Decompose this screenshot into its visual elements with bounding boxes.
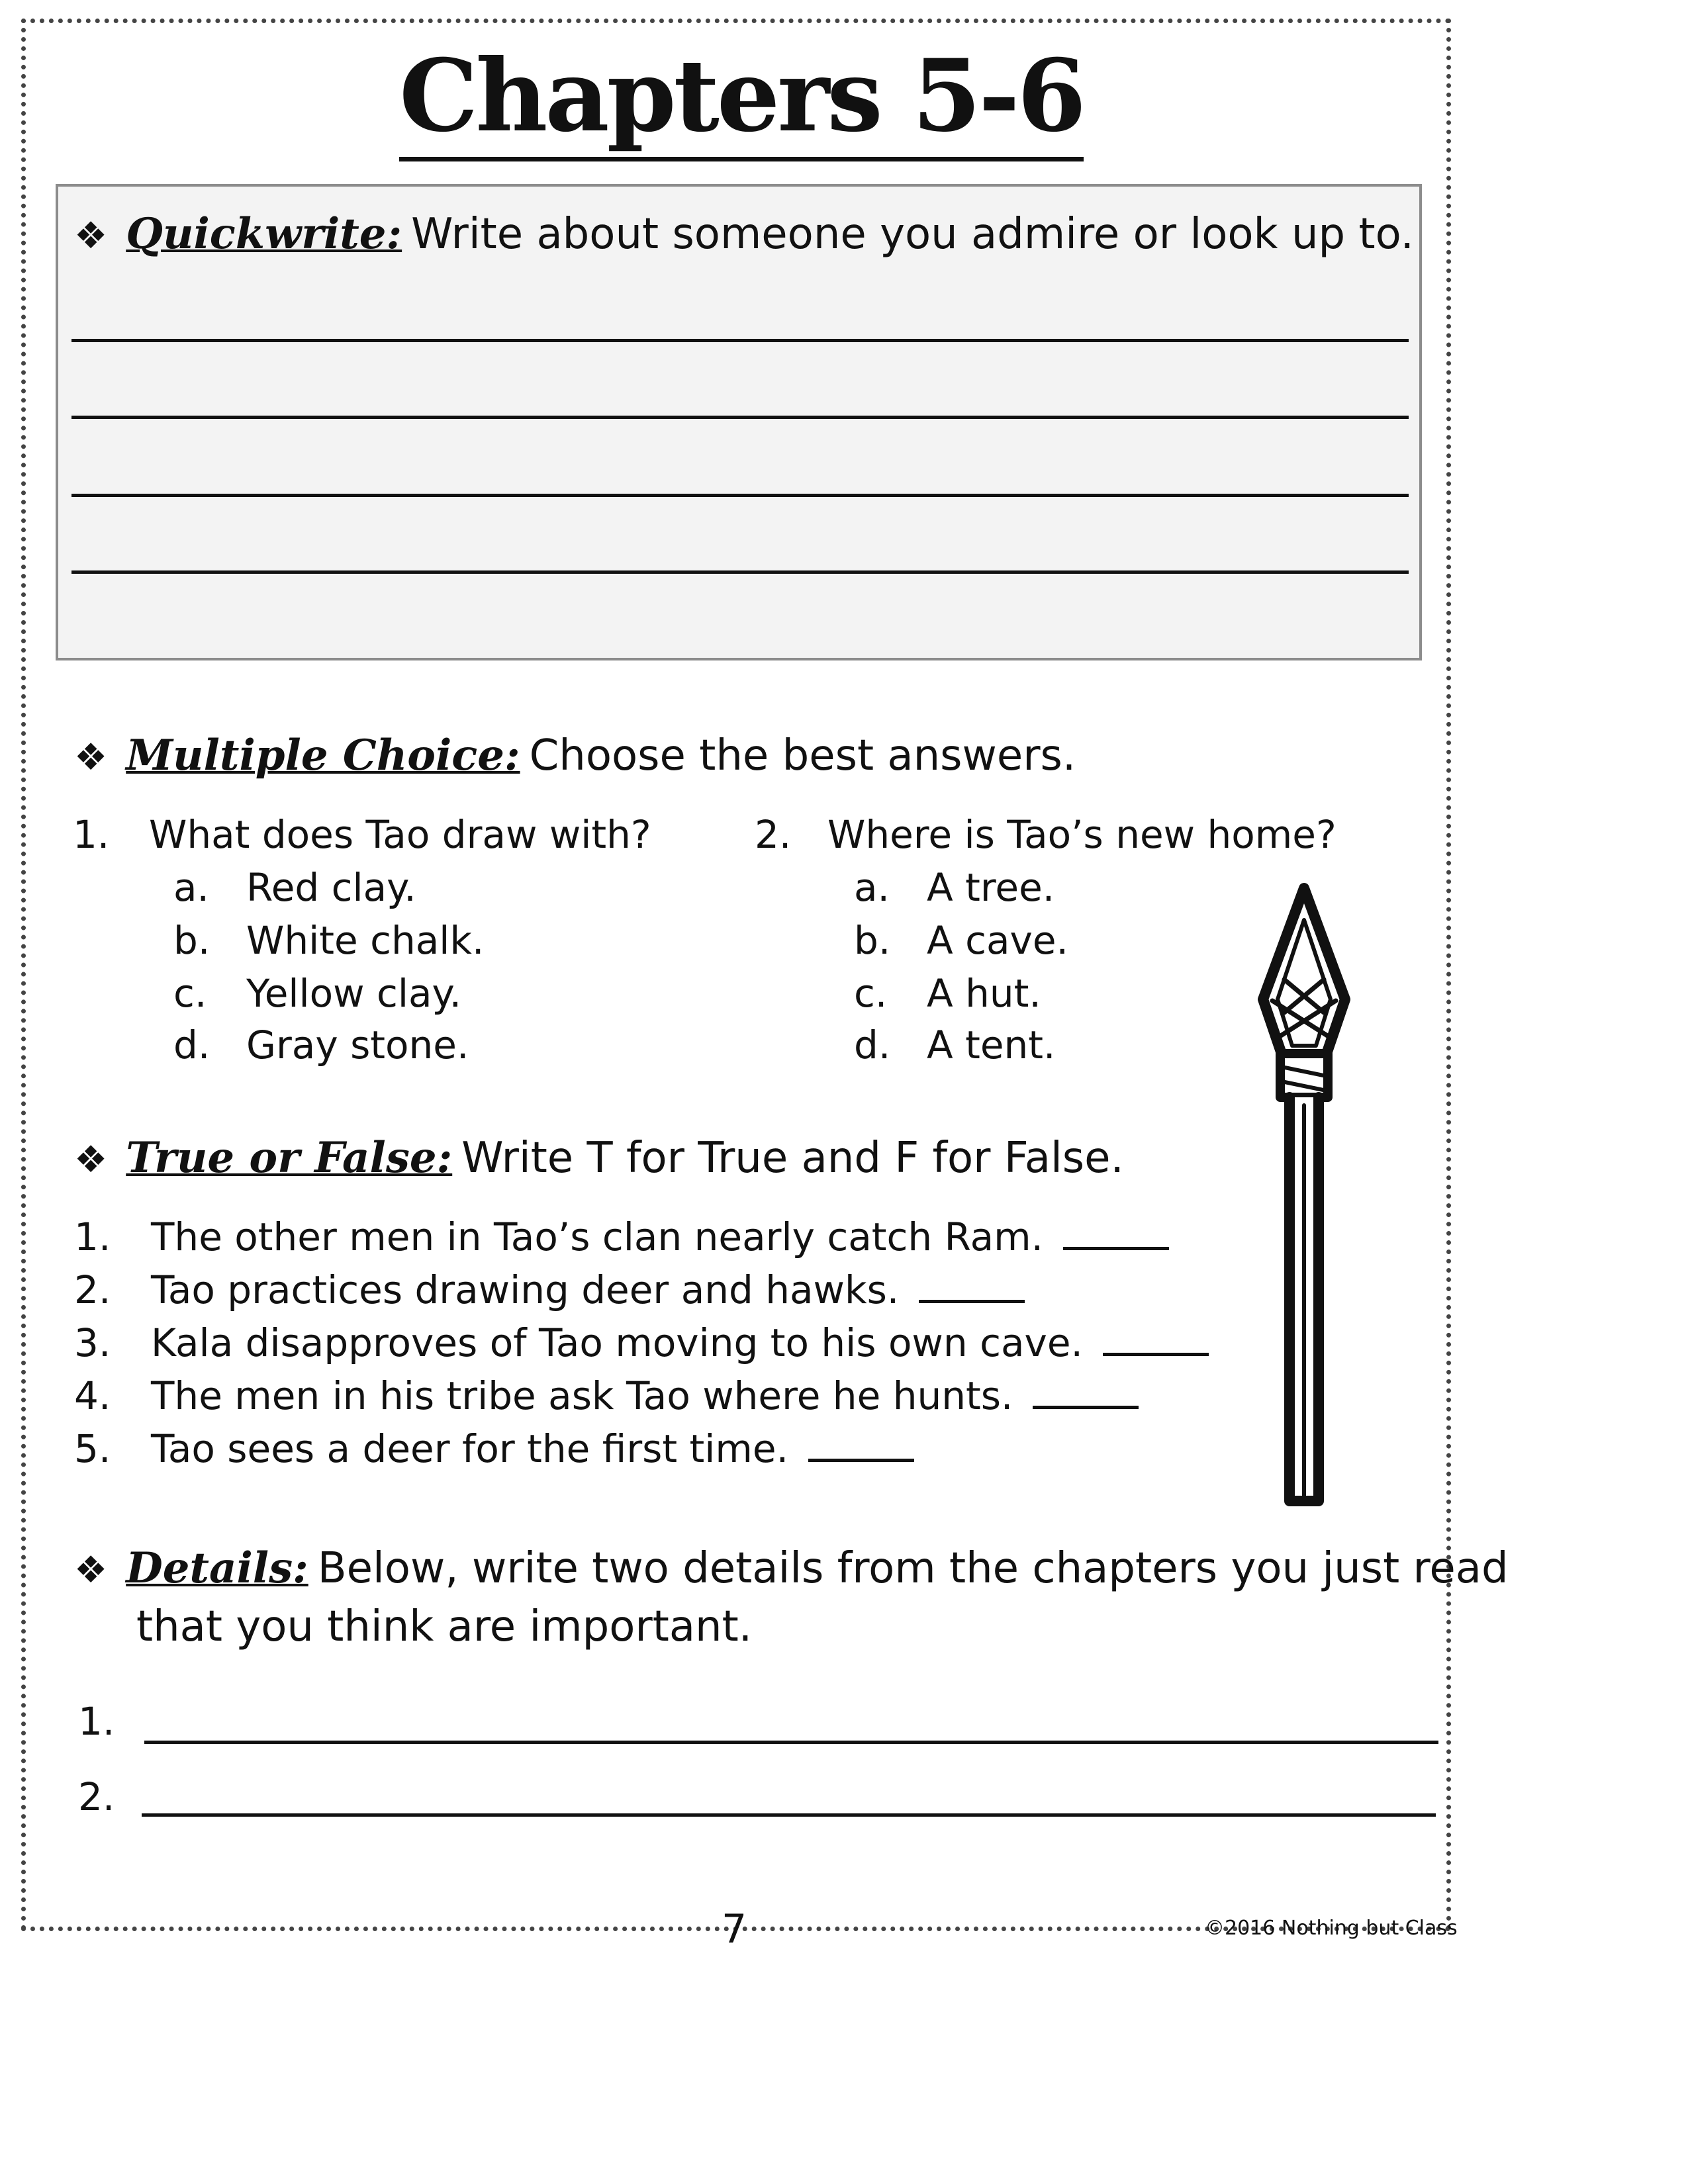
option-letter: d. (173, 1023, 211, 1068)
question-number: 2. (755, 812, 792, 857)
option-letter: d. (854, 1023, 891, 1068)
tf-statement: Tao practices drawing deer and hawks. (151, 1271, 1025, 1309)
detail-number: 1. (78, 1699, 115, 1744)
option-letter: c. (854, 971, 888, 1016)
tf-statement: Tao sees a deer for the first time. (151, 1430, 914, 1468)
option-text[interactable]: Yellow clay. (246, 971, 462, 1016)
details-label: Details: (126, 1543, 308, 1593)
option-text[interactable]: A hut. (927, 971, 1041, 1016)
quickwrite-line-2[interactable] (71, 416, 1409, 419)
true-false-label: True or False: (126, 1133, 453, 1183)
option-text[interactable]: A tree. (927, 865, 1055, 910)
tf-number: 1. (74, 1214, 111, 1259)
option-text[interactable]: A tent. (927, 1023, 1056, 1068)
quickwrite-line-4[interactable] (71, 570, 1409, 574)
quickwrite-line-1[interactable] (71, 339, 1409, 342)
tf-number: 3. (74, 1320, 111, 1365)
details-prompt-line-1: Below, write two details from the chapters you just read (317, 1544, 1509, 1593)
question-text: What does Tao draw with? (149, 812, 651, 857)
option-letter: b. (854, 918, 891, 963)
page-number: 7 (722, 1906, 747, 1952)
question-text: Where is Tao’s new home? (827, 812, 1336, 857)
tf-statement: The other men in Tao’s clan nearly catch Ram. (151, 1218, 1169, 1256)
detail-line-2[interactable] (142, 1813, 1436, 1817)
multiple-choice-label: Multiple Choice: (126, 731, 520, 780)
option-text[interactable]: White chalk. (246, 918, 485, 963)
answer-blank[interactable] (1103, 1353, 1209, 1356)
tf-statement: Kala disapproves of Tao moving to his own cave. (151, 1324, 1209, 1362)
option-letter: a. (854, 865, 890, 910)
quickwrite-heading (74, 209, 1414, 259)
tf-number: 2. (74, 1267, 111, 1312)
option-letter: b. (173, 918, 211, 963)
detail-number: 2. (78, 1774, 115, 1819)
multiple-choice-heading (74, 731, 1076, 780)
tf-statement: The men in his tribe ask Tao where he hunts. (151, 1377, 1139, 1415)
diamond-bullet-icon: ❖ (74, 736, 108, 779)
tf-number: 4. (74, 1373, 111, 1418)
option-letter: c. (173, 971, 207, 1016)
diamond-bullet-icon: ❖ (74, 1138, 108, 1181)
diamond-bullet-icon: ❖ (74, 1549, 108, 1592)
true-false-prompt: Write T for True and F for False. (461, 1134, 1124, 1183)
spear-icon (1231, 880, 1377, 1516)
details-prompt-line-2: that you think are important. (136, 1602, 753, 1651)
diamond-bullet-icon: ❖ (74, 214, 108, 257)
answer-blank[interactable] (919, 1300, 1025, 1303)
option-letter: a. (173, 865, 209, 910)
detail-line-1[interactable] (144, 1741, 1438, 1744)
option-text[interactable]: Red clay. (246, 865, 416, 910)
answer-blank[interactable] (1033, 1406, 1139, 1409)
page-title: Chapters 5-6 (0, 46, 1483, 146)
quickwrite-line-3[interactable] (71, 494, 1409, 497)
question-number: 1. (73, 812, 110, 857)
details-heading (74, 1543, 1509, 1593)
answer-blank[interactable] (808, 1459, 914, 1462)
quickwrite-label: Quickwrite: (126, 209, 402, 259)
true-false-heading (74, 1133, 1124, 1183)
tf-number: 5. (74, 1426, 111, 1471)
option-text[interactable]: A cave. (927, 918, 1068, 963)
copyright-notice: ©2016 Nothing but Class (1205, 1917, 1458, 1940)
multiple-choice-prompt: Choose the best answers. (529, 731, 1076, 780)
quickwrite-prompt: Write about someone you admire or look up to. (411, 210, 1414, 259)
answer-blank[interactable] (1063, 1247, 1169, 1250)
option-text[interactable]: Gray stone. (246, 1023, 469, 1068)
